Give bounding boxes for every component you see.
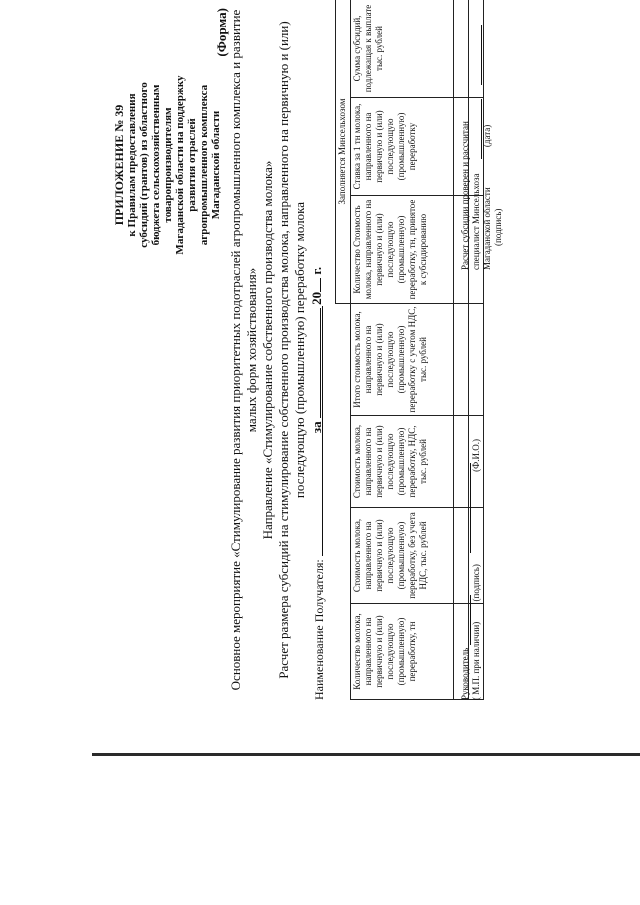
appendix-line: развития отраслей: [186, 118, 198, 212]
period-year: 20: [309, 291, 324, 305]
head-name-line[interactable]: [461, 463, 471, 553]
heading-line-2: малых форм хозяйствования»: [244, 267, 259, 433]
table-header-spacer: [336, 304, 351, 700]
column-header: Количество Стоимость молока, направленного на первичную и (или) последующую (промышленную) переработку, тн, принятое к субсидированию: [351, 196, 454, 304]
year-blank-field[interactable]: [308, 278, 321, 292]
head-label: Руководитель: [460, 647, 470, 700]
recipient-label: Наименование Получателя:: [312, 559, 326, 700]
signature-hint: (подпись): [471, 564, 481, 602]
appendix-block: [113, 15, 222, 315]
heading-line-4: Расчет размера субсидий на стимулирование собственного производства молока, направленного на первичную и (или): [276, 21, 291, 679]
appendix-title: ПРИЛОЖЕНИЕ № 39: [112, 104, 126, 226]
appendix-line: субсидий (грантов) из областного: [138, 82, 150, 248]
check-line-3: Магаданской области: [482, 187, 492, 270]
ministry-check: [460, 0, 504, 270]
appendix-line: Магаданской области на поддержку: [174, 75, 186, 255]
column-header: Стоимость молока, направленного на первичную и (или) последующую (промышленную) переработку, НДС, тыс. рублей: [351, 416, 454, 508]
appendix-line: агропромышленного комплекса: [198, 84, 210, 246]
form-mark: (Форма): [214, 8, 229, 57]
head-signature-line[interactable]: [461, 595, 471, 645]
check-signature-hint: (подпись): [493, 208, 503, 246]
name-hint: (Ф.И.О.): [471, 439, 481, 472]
check-signature-line[interactable]: [472, 99, 482, 159]
check-line-1: Расчет субсидии проверен и рассчитан: [460, 121, 470, 270]
heading-line-3: Направление «Стимулирование собственного производства молока»: [260, 160, 275, 540]
appendix-line: товаропроизводителям: [162, 107, 174, 223]
appendix-line: бюджета сельскохозяйственным: [150, 84, 162, 246]
column-header: Сумма субсидий, подлежащая к выплате тыс. рублей: [351, 0, 454, 98]
heading-line-5: последующую (промышленную) переработку молока: [292, 201, 307, 499]
check-line-2: специалист Минсельхоза: [471, 173, 481, 270]
recipient-name-field[interactable]: [310, 306, 323, 556]
appendix-line: Магаданской области: [210, 110, 222, 220]
check-date-line[interactable]: [472, 25, 482, 85]
heading-line-1: Основное мероприятие «Стимулирование развития приоритетных подотраслей агропромышленного комплекса и развитие: [228, 9, 243, 691]
check-date-hint: (дата): [482, 124, 492, 148]
recipient-signature: [460, 300, 482, 700]
stamp-note: ( М.П. при наличии): [471, 621, 481, 700]
appendix-line: к Правилам предоставления: [126, 93, 138, 237]
period-prefix: за: [309, 421, 324, 434]
recipient-row: [310, 306, 327, 700]
rotated-form-page: [108, 0, 508, 700]
period-suffix: г.: [309, 266, 324, 275]
column-header: Ставка за 1 тн молока, направленного на первичную и (или) последующую (промышленную) переработку: [351, 98, 454, 196]
column-header: Стоимость молока, направленного на первичную и (или) последующую (промышленную) переработку, без учета НДС, тыс. рублей: [351, 508, 454, 604]
column-header: Итого стоимость молока, направленного на первичную и (или) последующую (промышленную) переработку с учетом НДС, тыс. рублей: [351, 304, 454, 416]
group-header-ministry: Заполняется Минсельхозом: [336, 0, 351, 304]
column-header: Количество молока, направленного на первичную и (или) последующую (промышленную) переработку, тн: [351, 604, 454, 700]
page-bottom-rule: [92, 753, 640, 756]
